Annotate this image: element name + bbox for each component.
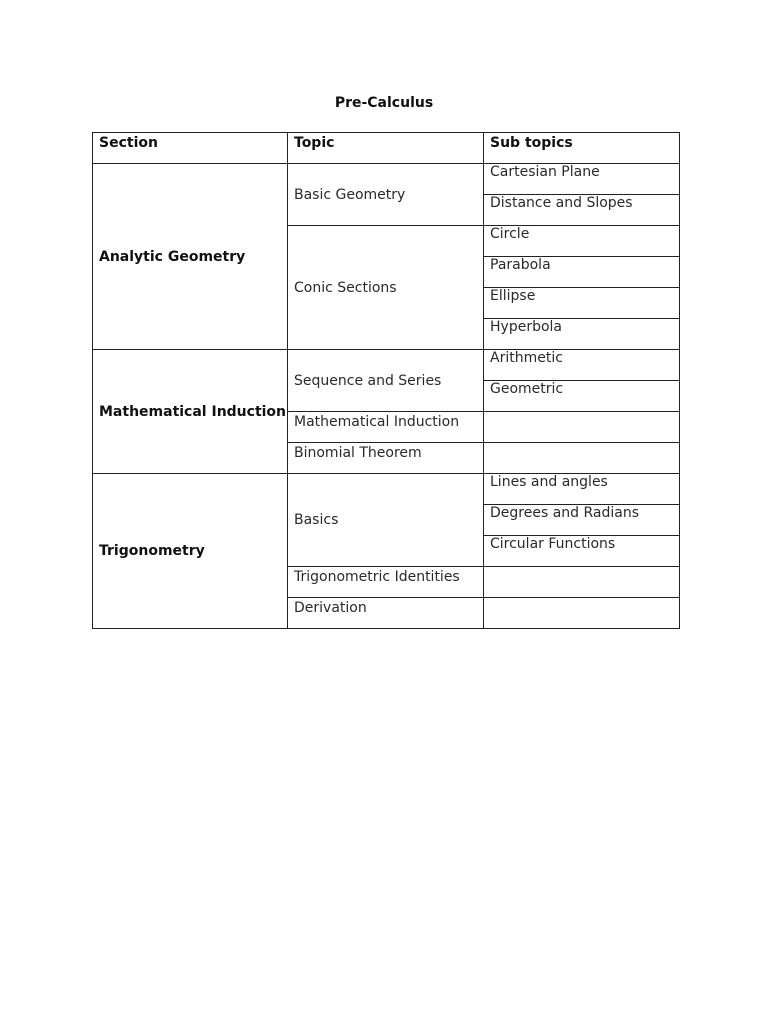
section-cell: Trigonometry (93, 474, 288, 629)
subtopic-cell: Arithmetic (484, 350, 680, 381)
subtopic-cell (484, 412, 680, 443)
document-title: Pre-Calculus (334, 95, 434, 111)
subtopic-cell: Ellipse (484, 288, 680, 319)
topic-cell: Derivation (288, 598, 484, 629)
subtopic-cell: Circular Functions (484, 536, 680, 567)
topic-cell: Sequence and Series (288, 350, 484, 412)
subtopic-cell: Lines and angles (484, 474, 680, 505)
section-cell: Mathematical Induction (93, 350, 288, 474)
curriculum-table (92, 132, 680, 629)
table-row (93, 164, 680, 195)
topic-cell: Binomial Theorem (288, 443, 484, 474)
subtopic-cell (484, 567, 680, 598)
subtopic-cell: Distance and Slopes (484, 195, 680, 226)
subtopic-cell (484, 443, 680, 474)
section-cell: Analytic Geometry (93, 164, 288, 350)
subtopic-cell: Cartesian Plane (484, 164, 680, 195)
topic-cell: Basic Geometry (288, 164, 484, 226)
table-row (93, 350, 680, 381)
subtopic-cell (484, 598, 680, 629)
header-subtopics: Sub topics (484, 133, 680, 164)
subtopic-cell: Parabola (484, 257, 680, 288)
header-topic: Topic (288, 133, 484, 164)
subtopic-cell: Hyperbola (484, 319, 680, 350)
header-row (93, 133, 680, 164)
topic-cell: Mathematical Induction (288, 412, 484, 443)
table-row (93, 474, 680, 505)
subtopic-cell: Geometric (484, 381, 680, 412)
topic-cell: Basics (288, 474, 484, 567)
subtopic-cell: Circle (484, 226, 680, 257)
header-section: Section (93, 133, 288, 164)
topic-cell: Trigonometric Identities (288, 567, 484, 598)
topic-cell: Conic Sections (288, 226, 484, 350)
subtopic-cell: Degrees and Radians (484, 505, 680, 536)
